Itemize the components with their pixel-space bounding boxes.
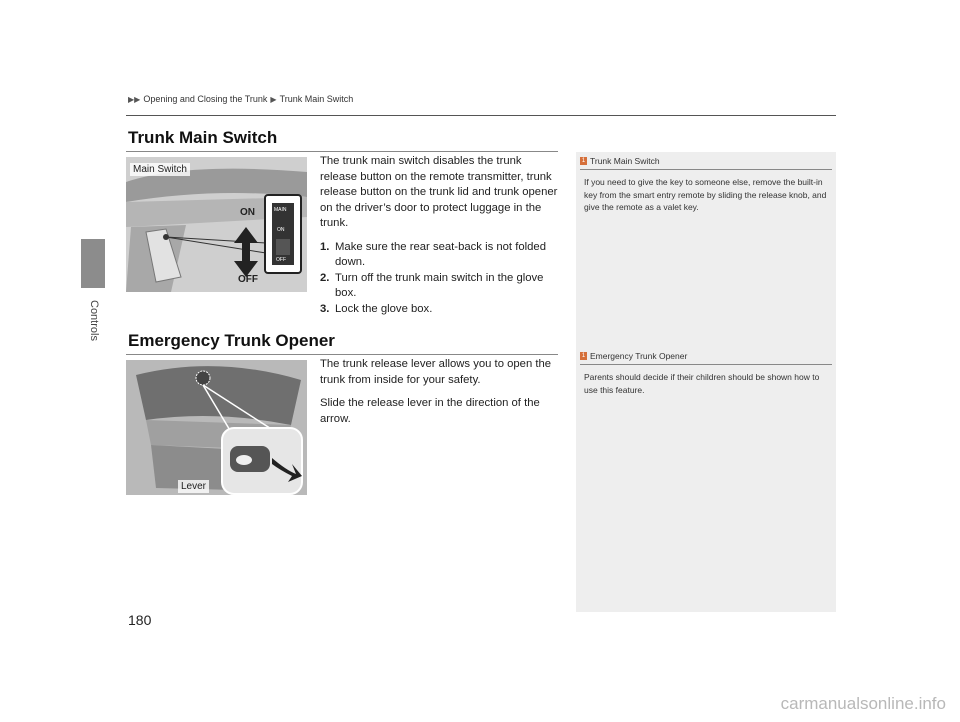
trunk-interior-drawing [126, 360, 307, 495]
step-text: Make sure the rear seat-back is not folded down. [335, 240, 546, 268]
off-label: OFF [238, 274, 258, 285]
lever-callout: Lever [178, 480, 209, 493]
section2-paragraph: The trunk release lever allows you to open the trunk from inside for your safety. [320, 358, 552, 386]
step-text: Lock the glove box. [335, 302, 433, 315]
step-item [320, 240, 560, 271]
section1-body [320, 154, 560, 317]
step-item [320, 302, 560, 318]
note-title: Trunk Main Switch [590, 156, 660, 166]
section1-steps [320, 240, 560, 318]
step-number: 2. [320, 271, 330, 284]
section-title-trunk-main-switch: Trunk Main Switch [128, 128, 278, 147]
note-reference-icon: 1 [581, 158, 586, 164]
section2-body [320, 357, 560, 435]
section1-intro: The trunk main switch disables the trunk release button on the remote transmitter, trunk release button on the trunk lid and trunk opener on the driver’s door to protect luggage in the trunk. [320, 155, 558, 229]
section-rule [126, 151, 558, 152]
note-title-row [580, 156, 832, 170]
step-number: 1. [320, 240, 330, 253]
step-number: 3. [320, 302, 330, 315]
section-rule [126, 354, 558, 355]
chapter-label: Controls [88, 300, 100, 341]
breadcrumb-item[interactable]: Opening and Closing the Trunk [143, 94, 268, 104]
switch-off-text: OFF [276, 257, 286, 263]
section2-paragraph: Slide the release lever in the direction of the arrow. [320, 397, 540, 425]
breadcrumb-arrow-icon: ▶ [270, 94, 277, 104]
header-rule [126, 115, 836, 116]
step-text: Turn off the trunk main switch in the glove box. [335, 271, 544, 299]
step-item [320, 271, 560, 302]
note-trunk-main-switch [580, 156, 832, 214]
switch-main-text: MAIN [274, 207, 287, 213]
trunk-main-switch-illustration [126, 157, 307, 292]
main-switch-callout: Main Switch [130, 163, 190, 176]
breadcrumb-arrow-icon: ▶▶ [128, 94, 141, 104]
page-number: 180 [128, 612, 152, 628]
watermark: carmanualsonline.info [780, 694, 946, 713]
note-reference-icon: 1 [581, 353, 586, 359]
section-title-emergency-trunk-opener: Emergency Trunk Opener [128, 331, 335, 350]
breadcrumb [128, 94, 353, 104]
glove-box-drawing [126, 157, 307, 292]
on-label: ON [240, 207, 255, 218]
note-body: Parents should decide if their children should be shown how to use this feature. [584, 372, 820, 395]
chapter-tab [81, 239, 105, 288]
note-title: Emergency Trunk Opener [590, 351, 688, 361]
breadcrumb-item[interactable]: Trunk Main Switch [279, 94, 354, 104]
note-title-row [580, 351, 832, 365]
note-emergency-trunk-opener [580, 351, 832, 396]
note-body: If you need to give the key to someone else, remove the built-in key from the smart entry remote by sliding the release knob, and give the remote as a valet key. [584, 177, 827, 212]
switch-on-text: ON [277, 227, 285, 233]
emergency-trunk-opener-illustration [126, 360, 307, 495]
